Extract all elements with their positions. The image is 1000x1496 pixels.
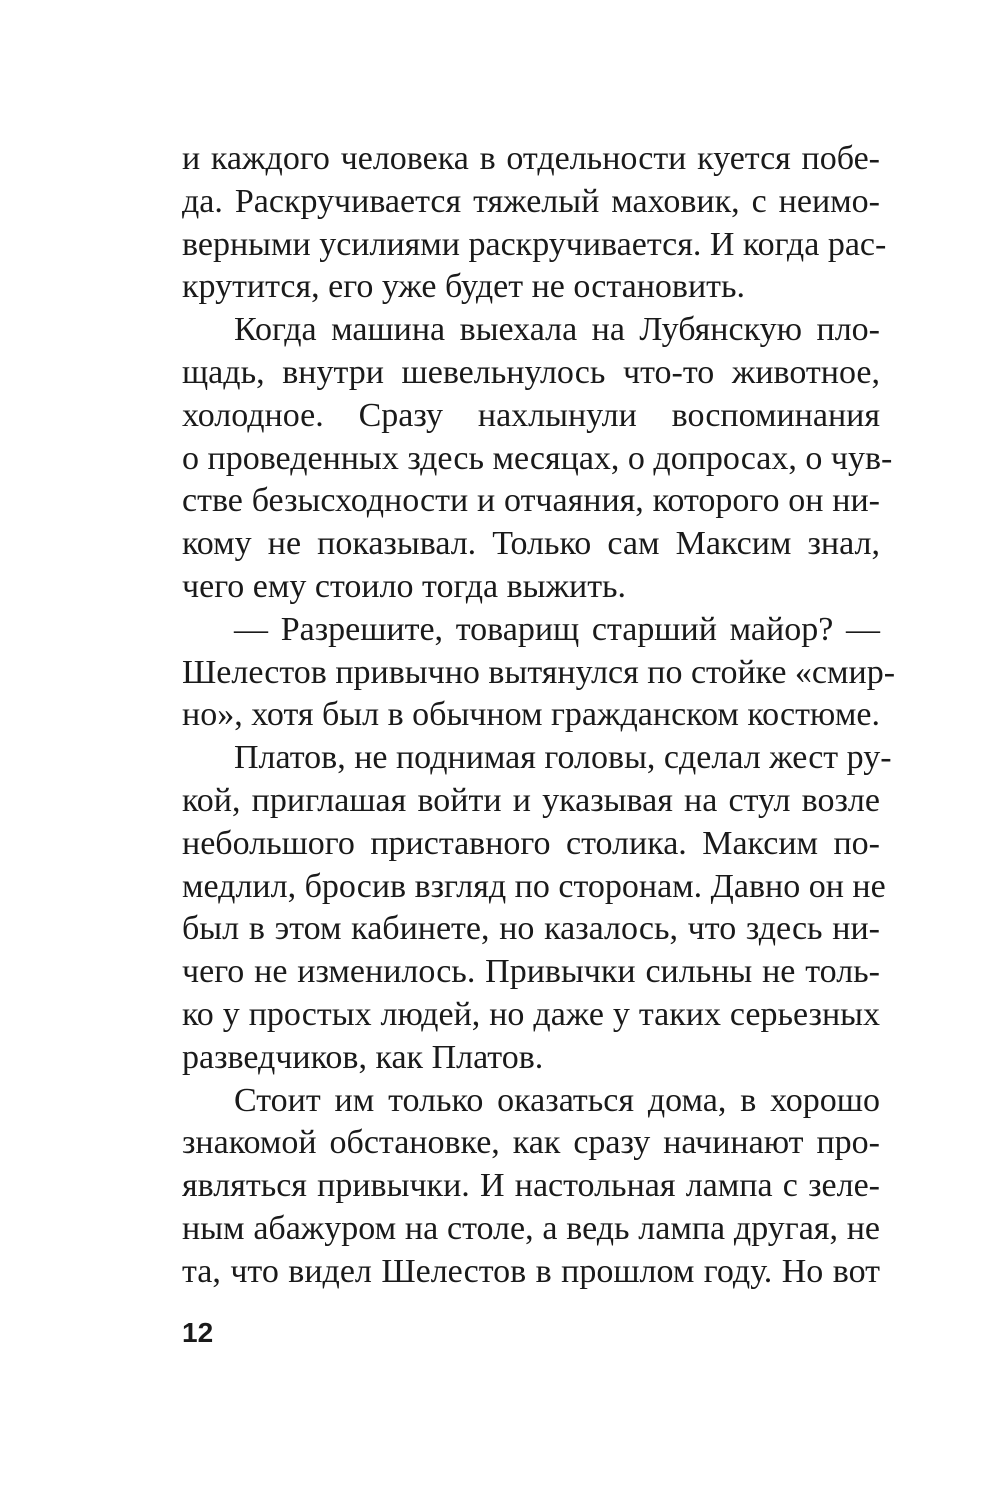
- text-line: холодное. Сразу нахлынули воспоминания: [182, 396, 880, 434]
- paragraph: [182, 609, 896, 737]
- page-number: 12: [182, 1317, 214, 1348]
- text-line: знакомой обстановке, как сразу начинают про-: [182, 1124, 880, 1162]
- paragraph: [182, 138, 887, 309]
- text-line: Шелестов привычно вытянулся по стойке «смир-: [182, 653, 896, 691]
- text-line: кому не показывал. Только сам Максим знал,: [182, 525, 880, 563]
- paragraph: [182, 1080, 880, 1294]
- text-line: та, что видел Шелестов в прошлом году. Но вот: [182, 1252, 880, 1290]
- text-line: ным абажуром на столе, а ведь лампа другая, не: [182, 1209, 880, 1247]
- text-line: но», хотя был в обычном гражданском костюме.: [182, 696, 880, 734]
- text-line: стве безысходности и отчаяния, которого он ни-: [182, 482, 880, 520]
- text-line: — Разрешите, товарищ старший майор? —: [234, 610, 880, 648]
- text-line: и каждого человека в отдельности куется побе-: [182, 140, 880, 177]
- text-line: щадь, внутри шевельнулось что-то животное,: [182, 353, 880, 391]
- text-line: верными усилиями раскручивается. И когда рас-: [182, 225, 887, 263]
- text-line: являться привычки. И настольная лампа с зеле-: [182, 1167, 880, 1205]
- text-line: Стоит им только оказаться дома, в хорошо: [234, 1081, 880, 1119]
- text-line: кой, приглашая войти и указывая на стул возле: [182, 781, 880, 819]
- text-line: Платов, не поднимая головы, сделал жест ру-: [234, 739, 892, 777]
- text-line: чего не изменилось. Привычки сильны не толь-: [182, 953, 880, 991]
- text-line: небольшого приставного столика. Максим по-: [182, 824, 880, 862]
- body-text: [182, 138, 896, 1294]
- text-line: крутится, его уже будет не остановить.: [182, 268, 746, 306]
- text-line: Когда машина выехала на Лубянскую пло-: [234, 311, 880, 349]
- text-line: разведчиков, как Платов.: [182, 1038, 544, 1076]
- text-line: да. Раскручивается тяжелый маховик, с неимо-: [182, 182, 880, 220]
- text-line: чего ему стоило тогда выжить.: [182, 567, 627, 605]
- text-line: ко у простых людей, но даже у таких серьезных: [182, 995, 880, 1033]
- paragraph: [182, 737, 892, 1079]
- text-line: был в этом кабинете, но казалось, что здесь ни-: [182, 910, 880, 948]
- text-line: медлил, бросив взгляд по сторонам. Давно он не: [182, 867, 886, 905]
- paragraph: [182, 309, 893, 609]
- text-line: о проведенных здесь месяцах, о допросах, о чув-: [182, 439, 893, 477]
